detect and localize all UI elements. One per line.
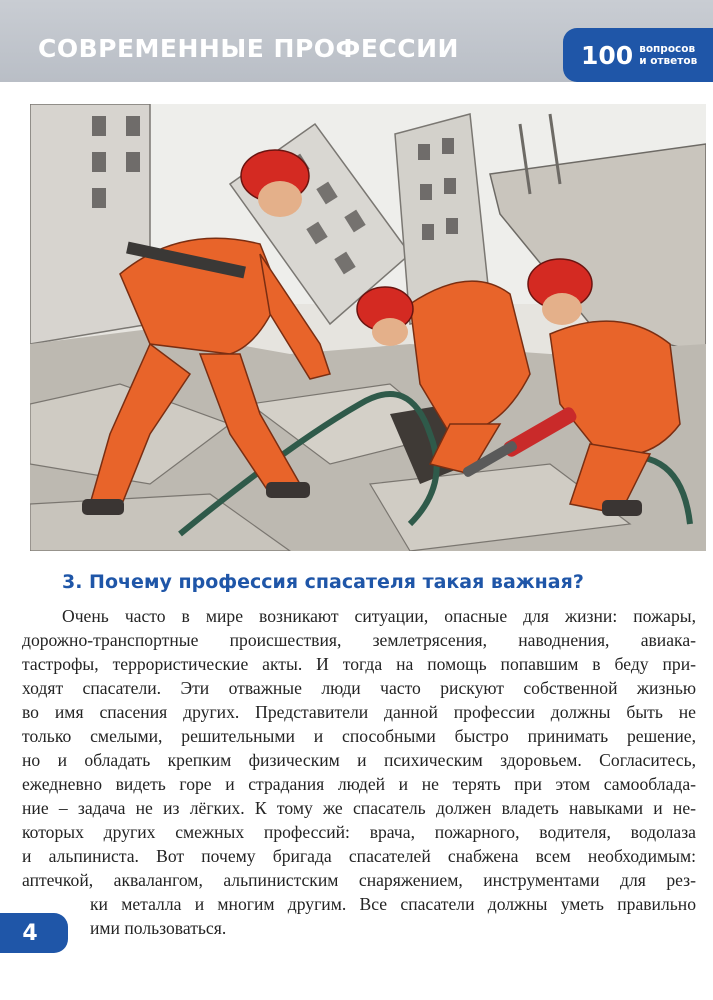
body-line: во имя спасения других. Представители данной профессии должны быть не — [22, 702, 696, 722]
body-line: и альпиниста. Вот почему бригада спасателей снабжена всем необходимым: — [22, 846, 696, 866]
body-line: ние – задача не из лёгких. К тому же спасатель должен владеть навыками и не- — [22, 798, 696, 818]
body-line: ежедневно видеть горе и страдания людей и не терять при этом самооблада- — [22, 774, 696, 794]
body-line: дорожно-транспортные происшествия, землетрясения, наводнения, авиака- — [22, 630, 696, 650]
series-badge — [563, 28, 713, 82]
page-number-tab — [0, 913, 68, 953]
body-line: ки металла и многим другим. Все спасатели должны уметь правильно — [90, 894, 696, 914]
body-line: тастрофы, террористические акты. И тогда на помощь попавшим в беду при- — [22, 654, 696, 674]
body-line: которых других смежных профессий: врача, пожарного, водителя, водолаза — [22, 822, 696, 842]
body-line: Очень часто в мире возникают ситуации, опасные для жизни: пожары, — [62, 606, 696, 626]
body-line: только смелыми, решительными и способными быстро принимать решение, — [22, 726, 696, 746]
series-caption — [639, 43, 697, 67]
question-heading: 3. Почему профессия спасателя такая важная? — [62, 571, 584, 593]
series-number: 100 — [581, 40, 634, 70]
rescuers-illustration-icon — [30, 104, 706, 551]
section-title: СОВРЕМЕННЫЕ ПРОФЕССИИ — [38, 34, 459, 63]
body-line: аптечкой, аквалангом, альпинистским снаряжением, инструментами для рез- — [22, 870, 696, 890]
rescuers-illustration — [30, 104, 706, 551]
page-number: 4 — [22, 920, 38, 946]
series-caption-line1: вопросов — [639, 43, 696, 55]
body-line: ими пользоваться. — [90, 918, 227, 938]
body-line: ходят спасатели. Эти отважные люди часто рискуют собственной жизнью — [22, 678, 696, 698]
series-caption-line2: и ответов — [639, 55, 698, 67]
body-line: но и обладать крепким физическим и психическим здоровьем. Согласитесь, — [22, 750, 696, 770]
